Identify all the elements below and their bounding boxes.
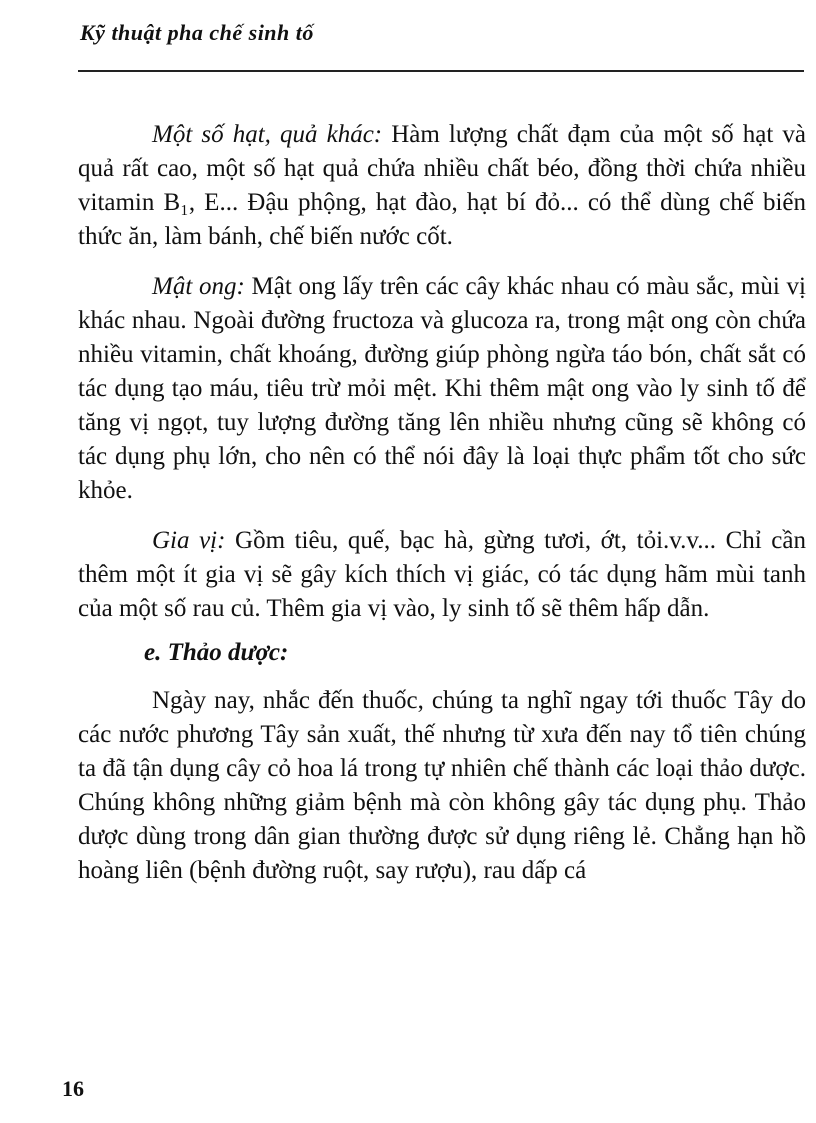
paragraph-text-spices: Gồm tiêu, quế, bạc hà, gừng tươi, ớt, tỏi.v.v... Chỉ cần thêm một ít gia vị sẽ gây kích thích vị giác, có tác dụng hãm mùi tanh của một số rau củ. Thêm gia vị vào, ly sinh tố sẽ thêm hấp dẫn.: [78, 527, 806, 622]
running-title: Kỹ thuật pha chế sinh tố: [80, 20, 314, 45]
paragraph-seeds: [78, 118, 806, 254]
paragraph-text-seeds: Hàm lượng chất đạm của một số hạt và quả rất cao, một số hạt quả chứa nhiều chất béo, đồng thời chứa nhiều vitamin B₁, E... Đậu phộng, hạt đào, hạt bí đỏ... có thể dùng chế biến thức ăn, làm bánh, chế biến nước cốt.: [78, 121, 806, 250]
paragraph-lead-seeds: Một số hạt, quả khác:: [152, 121, 383, 148]
paragraph-honey: [78, 270, 806, 508]
paragraph-lead-honey: Mật ong:: [152, 273, 245, 300]
paragraph-text-herbs: Ngày nay, nhắc đến thuốc, chúng ta nghĩ ngay tới thuốc Tây do các nước phương Tây sản xuất, thế nhưng từ xưa đến nay tổ tiên chúng ta đã tận dụng cây cỏ hoa lá trong tự nhiên chế thành các loại thảo dược. Chúng không những giảm bệnh mà còn không gây tác dụng phụ. Thảo dược dùng trong dân gian thường được sử dụng riêng lẻ. Chẳng hạn hồ hoàng liên (bệnh đường ruột, say rượu), rau dấp cá: [78, 687, 806, 884]
paragraph-text-honey: Mật ong lấy trên các cây khác nhau có màu sắc, mùi vị khác nhau. Ngoài đường fructoza và glucoza ra, trong mật ong còn chứa nhiều vitamin, chất khoáng, đường giúp phòng ngừa táo bón, chất sắt có tác dụng tạo máu, tiêu trừ mỏi mệt. Khi thêm mật ong vào ly sinh tố để tăng vị ngọt, tuy lượng đường tăng lên nhiều nhưng cũng sẽ không có tác dụng phụ lớn, cho nên có thể nói đây là loại thực phẩm tốt cho sức khỏe.: [78, 273, 806, 504]
section-heading-herbs: e. Thảo dược:: [144, 639, 289, 666]
body-text: [78, 118, 806, 904]
paragraph-herbs: [78, 684, 806, 888]
page-number: 16: [62, 1076, 84, 1101]
header-rule: [78, 70, 804, 72]
paragraph-spices: [78, 524, 806, 626]
paragraph-lead-spices: Gia vị:: [152, 527, 226, 554]
